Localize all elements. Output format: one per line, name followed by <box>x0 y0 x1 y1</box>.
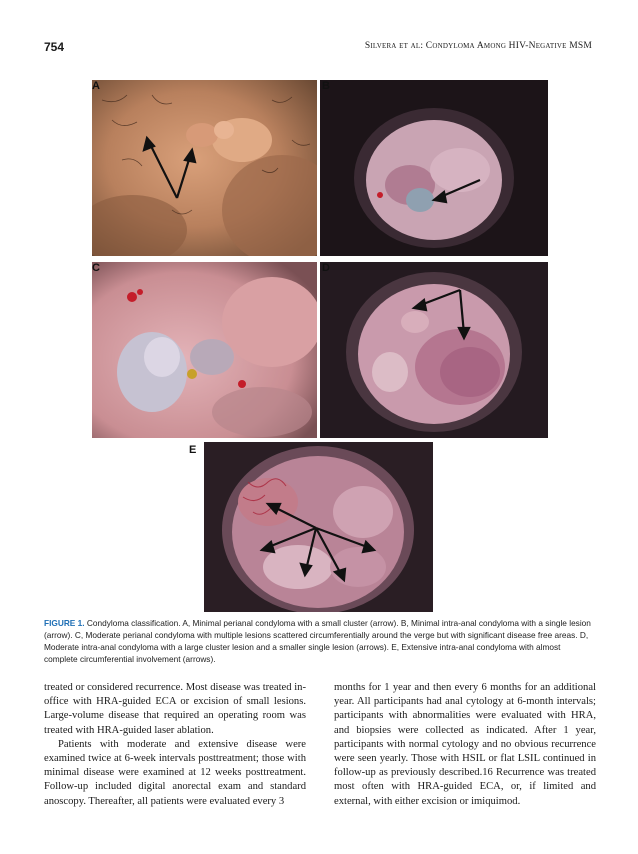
figure-panel-d <box>320 262 548 438</box>
body-paragraph: months for 1 year and then every 6 months for an additional year. All participants had anal cytology at 6-month intervals; participants with abnormalities were evaluated with HRA, and biopsies were collected as indicated. After 1 year, participants with normal cytology and no obvious recurrence were seen yearly. Those with HSIL or flat LSIL continued in follow-up as previously described.16 Recurrence was treated most often with HRA-guided ECA, or, if limited and external, with either excision or imiquimod. <box>334 682 596 807</box>
body-right-column <box>334 681 596 809</box>
panel-b-label: B <box>322 80 330 92</box>
panel-b-photo <box>320 80 548 256</box>
figure-panel-e <box>188 442 433 612</box>
page-number: 754 <box>44 40 65 54</box>
figure-caption-label: FIGURE 1. <box>44 618 85 628</box>
body-paragraph: treated or considered recurrence. Most disease was treated in-office with HRA-guided ECA or excision of small lesions. Large-volume disease that required an operating room was treated with HRA-guided laser ablation. <box>44 682 306 736</box>
figure-caption <box>44 617 596 665</box>
figure-panel-c <box>92 262 317 438</box>
panel-e-label: E <box>189 444 197 456</box>
figure-caption-text: Condyloma classification. A, Minimal perianal condyloma with a small cluster (arrow). B, Minimal intra-anal condyloma with a single lesion (arrow). C, Moderate perianal condyloma with multiple lesions scattered circumferentially around the verge but with significant disease free areas. D, Moderate intra-anal condyloma with a large cluster lesion and a smaller single lesion (arrows). E, Extensive intra-anal condyloma with almost complete circumferential involvement (arrows). <box>44 618 591 664</box>
figure-panel-a <box>92 80 317 256</box>
panel-d-photo <box>320 262 548 438</box>
panel-c-label: C <box>92 262 100 274</box>
body-left-column <box>44 681 306 809</box>
panel-d-label: D <box>322 262 330 274</box>
figure-panel-b <box>320 80 548 256</box>
running-head: Silvera et al: Condyloma Among HIV-Negative MSM <box>364 41 592 51</box>
body-paragraph: Patients with moderate and extensive disease were examined twice at 6-week intervals posttreatment; those with minimal disease were examined at 12 weeks posttreatment. Follow-up included digital anorectal exam and standard anoscopy. Thereafter, all patients were evaluated every 3 <box>44 738 306 807</box>
panel-a-label: A <box>92 80 100 92</box>
panel-a-photo <box>92 80 317 256</box>
panel-e-photo <box>188 442 433 612</box>
panel-c-photo <box>92 262 317 438</box>
